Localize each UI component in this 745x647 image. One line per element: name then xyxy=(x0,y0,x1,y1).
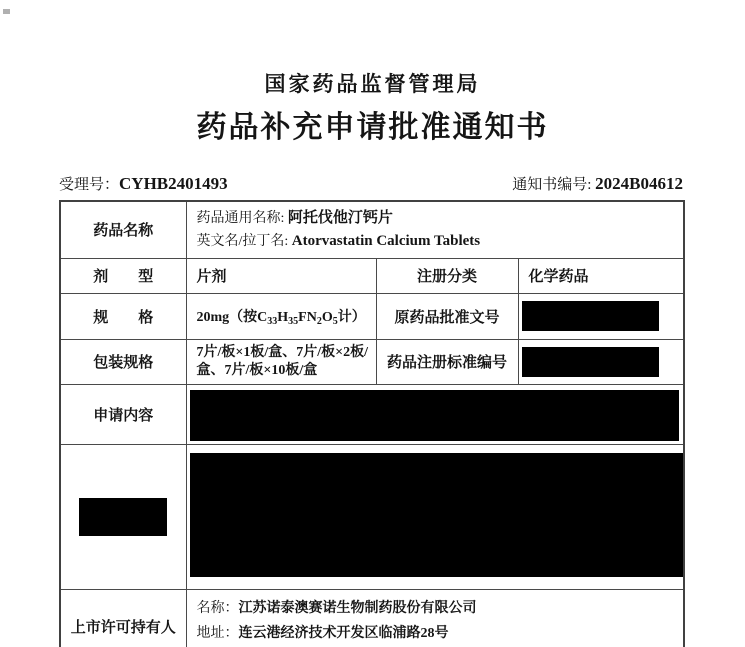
redacted-registration-standard-number xyxy=(522,347,659,377)
row-label-specification: 规 格 xyxy=(60,293,186,339)
holder-address-value: 连云港经济技术开发区临浦路28号 xyxy=(238,625,449,641)
notice-number xyxy=(512,173,683,194)
table-row-packaging xyxy=(60,339,684,384)
english-name-value: Atorvastatin Calcium Tablets xyxy=(291,232,481,249)
packaging-value: 7片/板×1板/盒、7片/板×2板/盒、7片/板×10板/盒 xyxy=(196,344,369,378)
registration-standard-number-cell xyxy=(518,339,684,384)
row-label-dosage-form: 剂 型 xyxy=(60,258,186,293)
redacted-application-content xyxy=(190,390,679,441)
generic-name-line xyxy=(197,207,680,230)
row-label-holder: 上市许可持有人 xyxy=(60,589,186,647)
english-name-line xyxy=(197,230,680,253)
holder-name-label: 名称： xyxy=(196,600,239,616)
dosage-form-value: 片剂 xyxy=(186,258,376,293)
application-content-cell xyxy=(186,384,684,444)
specification-value xyxy=(186,293,376,339)
redacted-row-label xyxy=(79,498,167,536)
table-row-holder xyxy=(60,589,684,647)
drug-info-table xyxy=(59,200,685,647)
original-approval-number-label: 原药品批准文号 xyxy=(376,293,518,339)
holder-address-line xyxy=(197,621,680,646)
notice-number-value: 2024B04612 xyxy=(595,174,683,193)
redacted-row-content xyxy=(190,453,684,577)
holder-address-label: 地址： xyxy=(196,625,239,641)
english-name-label: 英文名/拉丁名: xyxy=(196,233,292,249)
acceptance-number-value: CYHB2401493 xyxy=(119,174,228,193)
redacted-row-label-cell xyxy=(60,444,186,589)
table-row-application-content xyxy=(60,384,684,444)
packaging-value-cell xyxy=(186,339,376,384)
holder-name-value: 江苏诺泰澳赛诺生物制药股份有限公司 xyxy=(238,600,477,616)
holder-name-line xyxy=(197,596,680,621)
page-title: 药品补充申请批准通知书 xyxy=(196,111,549,144)
registration-class-label: 注册分类 xyxy=(376,258,518,293)
drug-name-cell xyxy=(186,201,684,258)
reference-row xyxy=(59,173,683,194)
generic-name-value: 阿托伐他汀钙片 xyxy=(287,209,393,226)
registration-class-value: 化学药品 xyxy=(518,258,684,293)
generic-name-label: 药品通用名称: xyxy=(196,210,288,226)
holder-cell xyxy=(186,589,684,647)
original-approval-number-cell xyxy=(518,293,684,339)
redacted-original-approval-number xyxy=(522,301,659,331)
acceptance-number xyxy=(59,173,228,194)
table-row-dosage-form xyxy=(60,258,684,293)
acceptance-number-label: 受理号： xyxy=(59,177,120,193)
specification-formula: 20mg（按$C_{33}H_{35}FN_2O_5$计） xyxy=(196,309,366,327)
notice-number-label: 通知书编号: xyxy=(512,177,596,193)
registration-standard-number-label: 药品注册标准编号 xyxy=(376,339,518,384)
row-label-packaging: 包装规格 xyxy=(60,339,186,384)
row-label-application-content: 申请内容 xyxy=(60,384,186,444)
table-row-drug-name xyxy=(60,201,684,258)
scan-artifact xyxy=(3,9,10,14)
row-label-drug-name: 药品名称 xyxy=(60,201,186,258)
agency-name: 国家药品监督管理局 xyxy=(264,73,481,96)
table-row-specification xyxy=(60,293,684,339)
redacted-row-content-cell xyxy=(186,444,684,589)
table-row-redacted xyxy=(60,444,684,589)
